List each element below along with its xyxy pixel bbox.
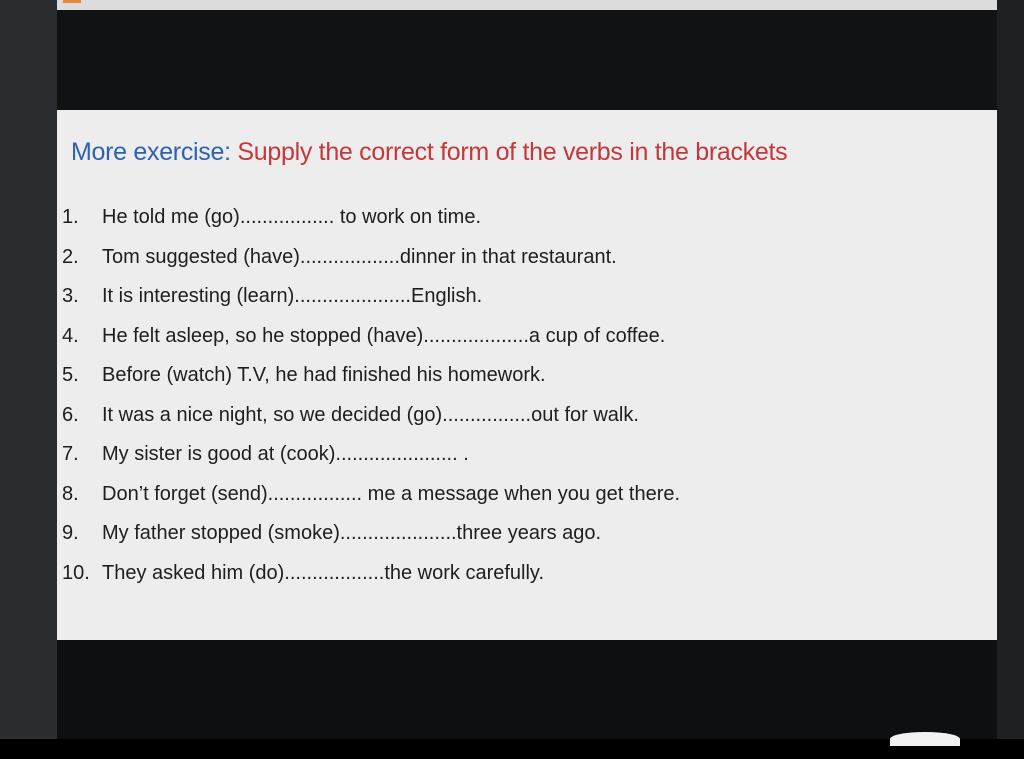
item-number: 7.	[62, 443, 79, 465]
exercise-item	[62, 479, 680, 519]
item-text: They asked him (do)..................the work carefully.	[102, 561, 545, 584]
right-bezel	[997, 0, 1024, 759]
left-bezel	[0, 0, 57, 759]
exercise-item	[62, 400, 680, 440]
item-text: He told me (go)................. to work on time.	[102, 206, 482, 228]
item-number: 3.	[62, 285, 79, 307]
item-text: Tom suggested (have)..................dinner in that restaurant.	[102, 245, 617, 268]
item-number: 2.	[62, 245, 79, 268]
exercise-item	[62, 439, 680, 479]
title-main: Supply the correct form of the verbs in the brackets	[237, 138, 788, 166]
item-text: My father stopped (smoke).....................three years ago.	[102, 522, 602, 544]
exercise-item	[62, 281, 680, 321]
item-text: Don’t forget (send)................. me a message when you get there.	[102, 482, 681, 505]
exercise-list	[62, 202, 680, 597]
item-number: 1.	[62, 206, 79, 228]
item-number: 6.	[62, 403, 79, 426]
item-number: 4.	[62, 324, 79, 347]
exercise-item	[62, 202, 680, 242]
top-strip-mark	[63, 0, 81, 3]
title-prefix: More exercise:	[71, 138, 238, 166]
top-strip	[57, 0, 997, 10]
exercise-item	[62, 321, 680, 361]
slide-title	[71, 138, 787, 167]
home-indicator	[890, 732, 960, 746]
item-number: 8.	[62, 482, 79, 505]
item-number: 10.	[62, 561, 90, 584]
bottom-dark-band	[57, 640, 997, 739]
exercise-item	[62, 558, 680, 598]
top-dark-band	[57, 10, 997, 110]
item-text: My sister is good at (cook)...................... .	[102, 443, 469, 465]
exercise-item	[62, 360, 680, 400]
item-text: It was a nice night, so we decided (go)................out for walk.	[102, 403, 639, 426]
item-number: 5.	[62, 364, 79, 386]
exercise-slide	[57, 110, 997, 640]
bottom-bar	[0, 739, 1024, 759]
exercise-item	[62, 242, 680, 282]
exercise-item	[62, 518, 680, 558]
item-text: He felt asleep, so he stopped (have)...................a cup of coffee.	[102, 324, 666, 347]
item-number: 9.	[62, 522, 79, 544]
item-text: Before (watch) T.V, he had finished his homework.	[102, 364, 546, 386]
item-text: It is interesting (learn).....................English.	[102, 285, 483, 307]
